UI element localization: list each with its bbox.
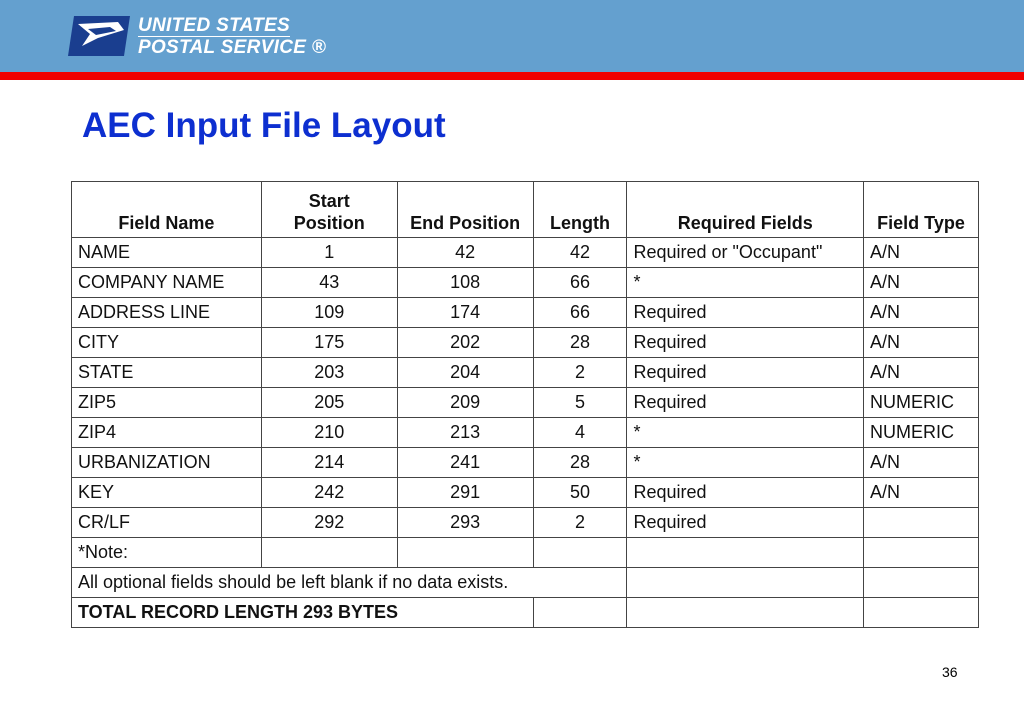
cell-length: 50 (533, 478, 627, 508)
table-row (72, 268, 979, 298)
cell-end-position: 213 (397, 418, 533, 448)
cell-end-position: 174 (397, 298, 533, 328)
cell-length: 2 (533, 508, 627, 538)
note-text-row (72, 568, 979, 598)
cell-length: 28 (533, 328, 627, 358)
cell-field-name: NAME (72, 238, 262, 268)
cell-field-name: CR/LF (72, 508, 262, 538)
brand-line-2: POSTAL SERVICE ® (138, 37, 327, 58)
cell-required: Required (627, 508, 864, 538)
table-row (72, 418, 979, 448)
cell-required: Required (627, 478, 864, 508)
cell-end-position: 291 (397, 478, 533, 508)
cell-length: 42 (533, 238, 627, 268)
note-label: *Note: (72, 538, 262, 568)
page-title: AEC Input File Layout (82, 106, 446, 145)
cell-field-type: A/N (864, 238, 979, 268)
cell-start-position: 292 (261, 508, 397, 538)
cell-length: 2 (533, 358, 627, 388)
cell-field-name: STATE (72, 358, 262, 388)
cell-start-position: 210 (261, 418, 397, 448)
table-row (72, 328, 979, 358)
cell-field-name: URBANIZATION (72, 448, 262, 478)
cell-required: Required (627, 388, 864, 418)
usps-wordmark (138, 15, 326, 58)
cell-required: * (627, 448, 864, 478)
table-header-row (72, 182, 979, 238)
cell-field-name: ADDRESS LINE (72, 298, 262, 328)
cell-start-position: 203 (261, 358, 397, 388)
cell-field-type: A/N (864, 448, 979, 478)
header-field-type: Field Type (864, 182, 979, 238)
table-row (72, 388, 979, 418)
cell-end-position: 42 (397, 238, 533, 268)
cell-field-type: A/N (864, 328, 979, 358)
header-field-name: Field Name (72, 182, 262, 238)
header-red-stripe (0, 72, 1024, 80)
cell-field-type: A/N (864, 478, 979, 508)
total-record-length: TOTAL RECORD LENGTH 293 BYTES (72, 598, 534, 628)
table-row (72, 478, 979, 508)
cell-end-position: 108 (397, 268, 533, 298)
cell-required: * (627, 268, 864, 298)
cell-start-position: 43 (261, 268, 397, 298)
header-required-fields: Required Fields (627, 182, 864, 238)
cell-field-type: A/N (864, 268, 979, 298)
page-number: 36 (942, 664, 958, 680)
cell-required: Required (627, 298, 864, 328)
cell-length: 4 (533, 418, 627, 448)
note-row (72, 538, 979, 568)
cell-required: Required (627, 328, 864, 358)
table-row (72, 508, 979, 538)
cell-field-type: A/N (864, 358, 979, 388)
cell-required: Required or "Occupant" (627, 238, 864, 268)
cell-field-type: NUMERIC (864, 418, 979, 448)
table-row (72, 358, 979, 388)
cell-field-name: KEY (72, 478, 262, 508)
brand-line-1: UNITED STATES (138, 15, 291, 36)
cell-start-position: 205 (261, 388, 397, 418)
usps-eagle-logo-icon (68, 16, 130, 56)
cell-end-position: 204 (397, 358, 533, 388)
cell-end-position: 241 (397, 448, 533, 478)
cell-field-name: ZIP5 (72, 388, 262, 418)
cell-length: 66 (533, 268, 627, 298)
cell-required: Required (627, 358, 864, 388)
table-row (72, 448, 979, 478)
cell-length: 5 (533, 388, 627, 418)
cell-start-position: 109 (261, 298, 397, 328)
cell-field-name: ZIP4 (72, 418, 262, 448)
cell-field-type: NUMERIC (864, 388, 979, 418)
cell-end-position: 293 (397, 508, 533, 538)
header-length: Length (533, 182, 627, 238)
cell-length: 66 (533, 298, 627, 328)
cell-field-type (864, 508, 979, 538)
cell-field-name: CITY (72, 328, 262, 358)
note-text: All optional fields should be left blank if no data exists. (72, 568, 627, 598)
cell-end-position: 202 (397, 328, 533, 358)
table-row (72, 298, 979, 328)
cell-field-type: A/N (864, 298, 979, 328)
cell-start-position: 214 (261, 448, 397, 478)
cell-end-position: 209 (397, 388, 533, 418)
total-row (72, 598, 979, 628)
file-layout-table (71, 181, 979, 628)
table-row (72, 238, 979, 268)
cell-field-name: COMPANY NAME (72, 268, 262, 298)
cell-start-position: 1 (261, 238, 397, 268)
cell-start-position: 175 (261, 328, 397, 358)
cell-required: * (627, 418, 864, 448)
header-start-position: Start Position (261, 182, 397, 238)
header-end-position: End Position (397, 182, 533, 238)
cell-length: 28 (533, 448, 627, 478)
cell-start-position: 242 (261, 478, 397, 508)
